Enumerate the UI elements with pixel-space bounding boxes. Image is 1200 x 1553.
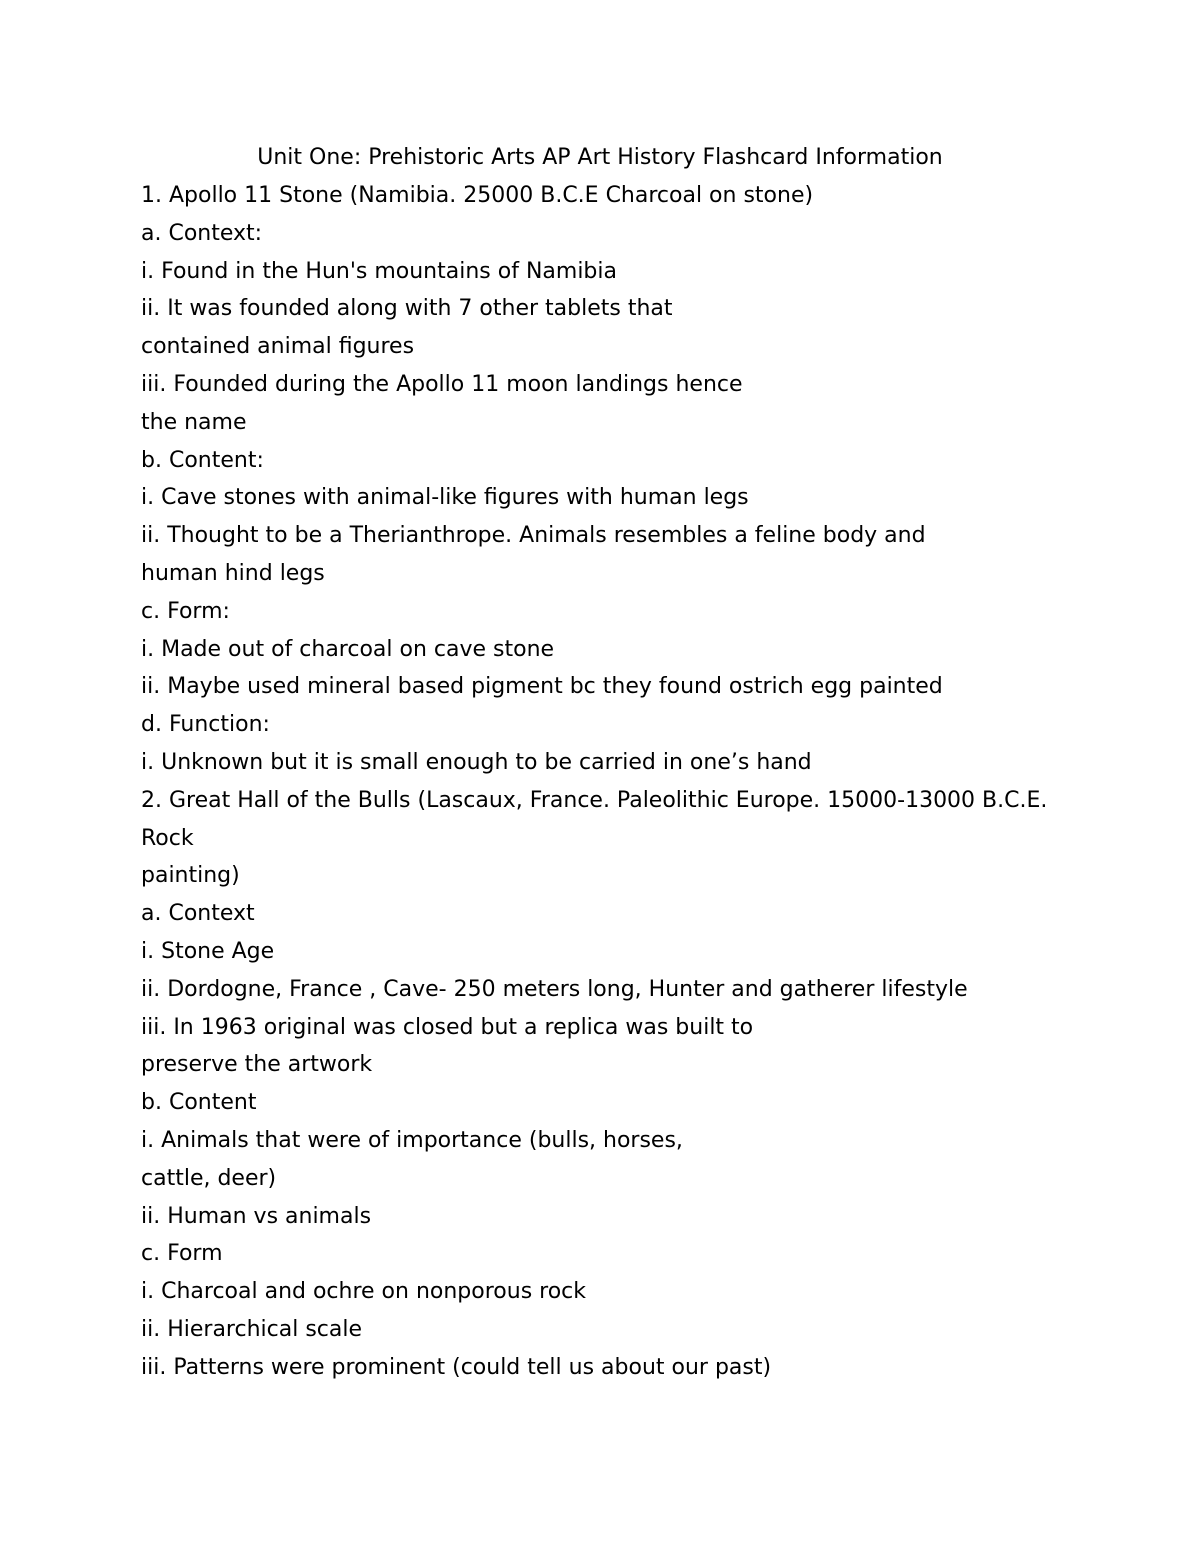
text-line: i. Animals that were of importance (bulls, horses, (141, 1127, 683, 1153)
text-line: ii. Hierarchical scale (141, 1316, 363, 1342)
text-line: cattle, deer) (141, 1165, 277, 1191)
text-line: i. Cave stones with animal-like figures with human legs (141, 485, 749, 511)
text-line: c. Form (141, 1241, 223, 1267)
text-line: b. Content (141, 1090, 257, 1116)
text-line: c. Form: (141, 598, 230, 624)
text-line: Rock (141, 825, 194, 851)
text-line: i. Charcoal and ochre on nonporous rock (141, 1279, 587, 1305)
text-line: ii. Thought to be a Therianthrope. Animals resembles a feline body and (141, 523, 926, 549)
text-line: iii. Patterns were prominent (could tell us about our past) (141, 1354, 772, 1380)
text-line: human hind legs (141, 560, 325, 586)
text-line: b. Content: (141, 447, 264, 473)
text-line: a. Context: (141, 220, 263, 246)
text-line: i. Made out of charcoal on cave stone (141, 636, 555, 662)
text-line: d. Function: (141, 712, 270, 738)
text-line: 2. Great Hall of the Bulls (Lascaux, France. Paleolithic Europe. 15000-13000 B.C.E. (141, 787, 1048, 813)
text-line: the name (141, 409, 247, 435)
text-line: i. Found in the Hun's mountains of Namibia (141, 258, 617, 284)
text-line: ii. It was founded along with 7 other tablets that (141, 296, 673, 322)
text-line: i. Unknown but it is small enough to be carried in one’s hand (141, 749, 812, 775)
text-line: preserve the artwork (141, 1052, 373, 1078)
text-line: ii. Human vs animals (141, 1203, 372, 1229)
document-body (141, 177, 1101, 1387)
page-title: Unit One: Prehistoric Arts AP Art History Flashcard Information (257, 145, 943, 170)
text-line: a. Context (141, 901, 255, 927)
text-line: contained animal figures (141, 334, 415, 360)
text-line: 1. Apollo 11 Stone (Namibia. 25000 B.C.E Charcoal on stone) (141, 183, 814, 208)
text-line: ii. Maybe used mineral based pigment bc they found ostrich egg painted (141, 674, 943, 700)
text-line: iii. Founded during the Apollo 11 moon landings hence (141, 371, 743, 397)
text-line: i. Stone Age (141, 938, 275, 964)
text-line: iii. In 1963 original was closed but a replica was built to (141, 1014, 754, 1040)
text-line: painting) (141, 863, 240, 889)
text-line: ii. Dordogne, France , Cave- 250 meters long, Hunter and gatherer lifestyle (141, 976, 968, 1002)
